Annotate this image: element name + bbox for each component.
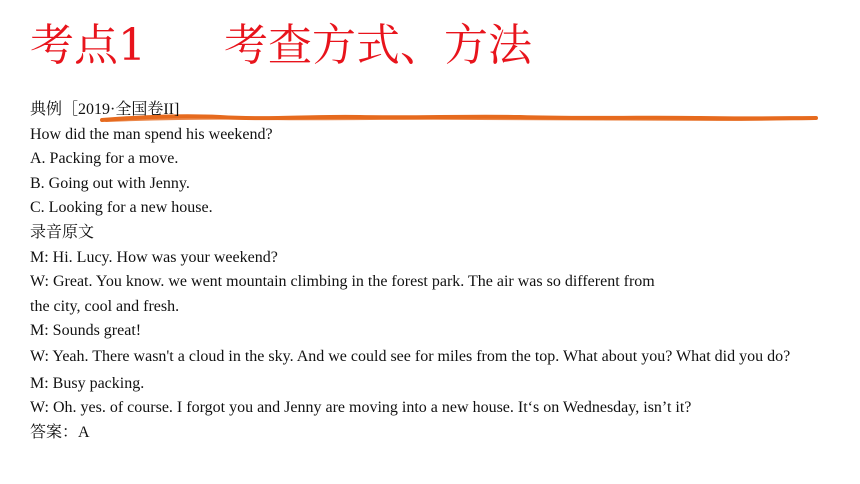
question-text: How did the man spend his weekend? bbox=[30, 125, 273, 143]
title-topic-number: 考点1 bbox=[30, 20, 146, 71]
option-b: B. Going out with Jenny. bbox=[30, 174, 190, 192]
slide-title bbox=[30, 18, 532, 74]
content-body bbox=[30, 98, 830, 445]
example-source: 典例［2019·全国卷II] bbox=[30, 101, 180, 118]
transcript-line: M: Busy packing. bbox=[30, 374, 145, 392]
transcript-line: the city, cool and fresh. bbox=[30, 297, 180, 315]
transcript-line: M: Sounds great! bbox=[30, 322, 142, 340]
answer-text: 答案：A bbox=[30, 423, 90, 441]
transcript-line: M: Hi. Lucy. How was your weekend? bbox=[30, 248, 278, 266]
title-topic-name: 考查方式、方法 bbox=[224, 20, 532, 71]
transcript-heading: 录音原文 bbox=[30, 223, 95, 241]
option-c: C. Looking for a new house. bbox=[30, 199, 213, 217]
transcript-line: W: Oh. yes. of course. I forgot you and Jenny are moving into a new house. It‘s on Wednesday, isn’t it? bbox=[30, 399, 692, 417]
transcript-line: W: Great. You know. we went mountain climbing in the forest park. The air was so different from bbox=[30, 273, 655, 291]
option-a: A. Packing for a move. bbox=[30, 150, 179, 168]
transcript-line: W: Yeah. There wasn't a cloud in the sky. And we could see for miles from the top. What about you? What did you do? bbox=[30, 347, 791, 365]
